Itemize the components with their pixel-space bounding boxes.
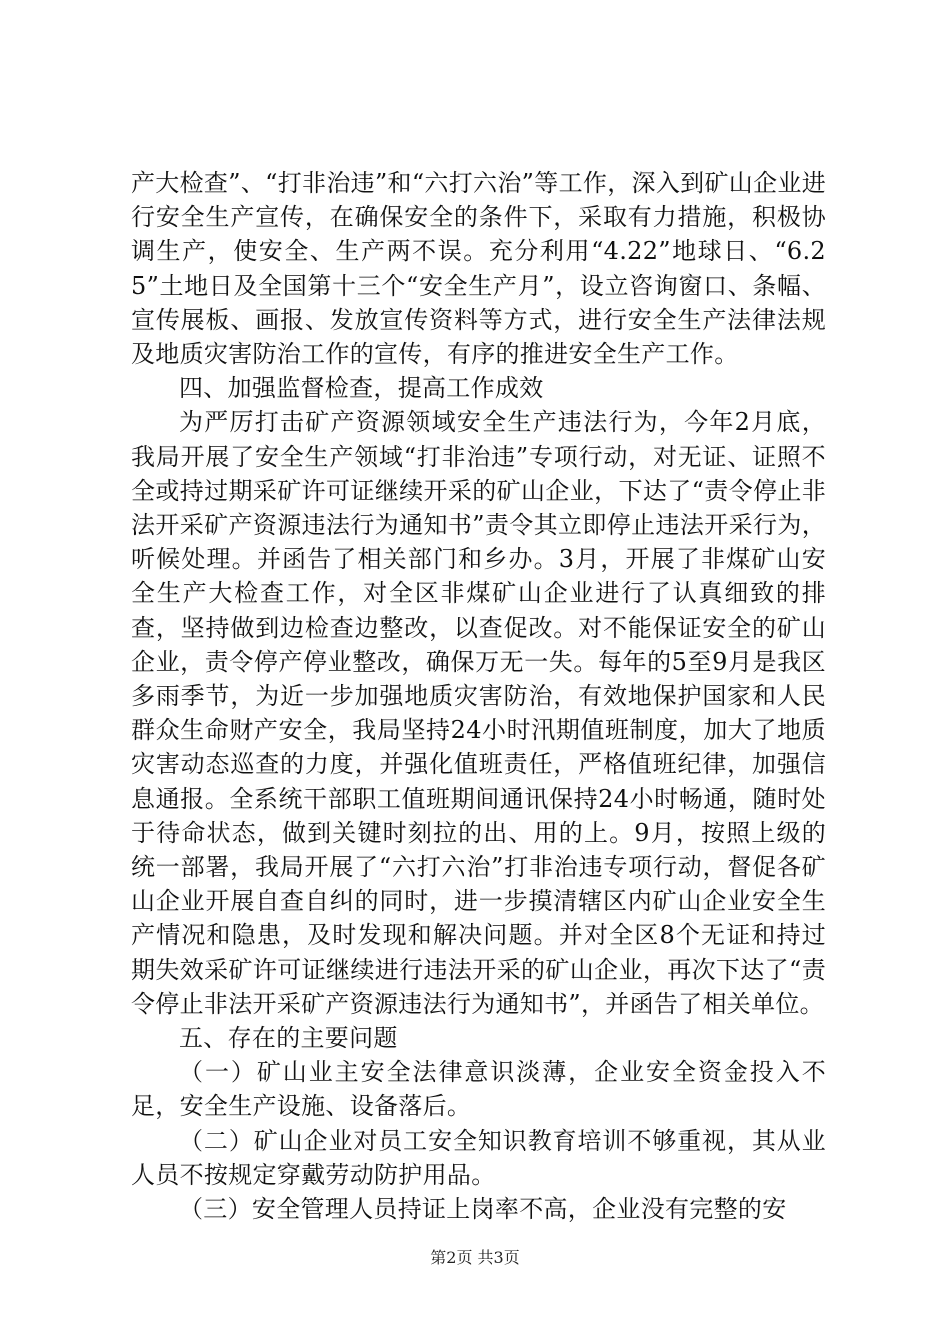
document-body — [131, 166, 826, 1226]
problem-item-3: （三）安全管理人员持证上岗率不高，企业没有完整的安 — [179, 1195, 787, 1224]
section-heading-5: 五、存在的主要问题 — [179, 1024, 398, 1053]
paragraph-inspection: 为严厉打击矿产资源领域安全生产违法行为，今年2月底，我局开展了安全生产领域“打非治违”专项行动，对无证、证照不全或持过期采矿许可证继续开采的矿山企业，下达了“责令停止非法开采矿产资源违法行为通知书”责令其立即停止违法开采行为，听候处理。并函告了相关部门和乡办。3月，开展了非煤矿山安全生产大检查工作，对全区非煤矿山企业进行了认真细致的排查，坚持做到边检查边整改，以查促改。对不能保证安全的矿山企业，责令停产停业整改，确保万无一失。每年的5至9月是我区多雨季节，为近一步加强地质灾害防治，有效地保护国家和人民群众生命财产安全，我局坚持24小时汛期值班制度，加大了地质灾害动态巡查的力度，并强化值班责任，严格值班纪律，加强信息通报。全系统干部职工值班期间通讯保持24小时畅通，随时处于待命状态，做到关键时刻拉的出、用的上。9月，按照上级的统一部署，我局开展了“六打六治”打非治违专项行动，督促各矿山企业开展自查自纠的同时，进一步摸清辖区内矿山企业安全生产情况和隐患，及时发现和解决问题。并对全区8个无证和持过期失效采矿许可证继续进行违法开采的矿山企业，再次下达了“责令停止非法开采矿产资源违法行为通知书”，并函告了相关单位。 — [131, 408, 826, 1018]
page-number-footer: 第2页 共3页 — [430, 1248, 520, 1267]
problem-item-2: （二）矿山企业对员工安全知识教育培训不够重视，其从业人员不按规定穿戴劳动防护用品。 — [131, 1126, 826, 1189]
section-heading-4: 四、加强监督检查，提高工作成效 — [179, 374, 544, 403]
problem-item-1: （一）矿山业主安全法律意识淡薄，企业安全资金投入不足，安全生产设施、设备落后。 — [131, 1058, 826, 1121]
paragraph-continuation: 产大检查”、“打非治违”和“六打六治”等工作，深入到矿山企业进行安全生产宣传，在确保安全的条件下，采取有力措施，积极协调生产，使安全、生产两不误。充分利用“4.22”地球日、“6.25”土地日及全国第十三个“安全生产月”，设立咨询窗口、条幅、宣传展板、画报、发放宣传资料等方式，进行安全生产法律法规及地质灾害防治工作的宣传，有序的推进安全生产工作。 — [131, 169, 826, 369]
